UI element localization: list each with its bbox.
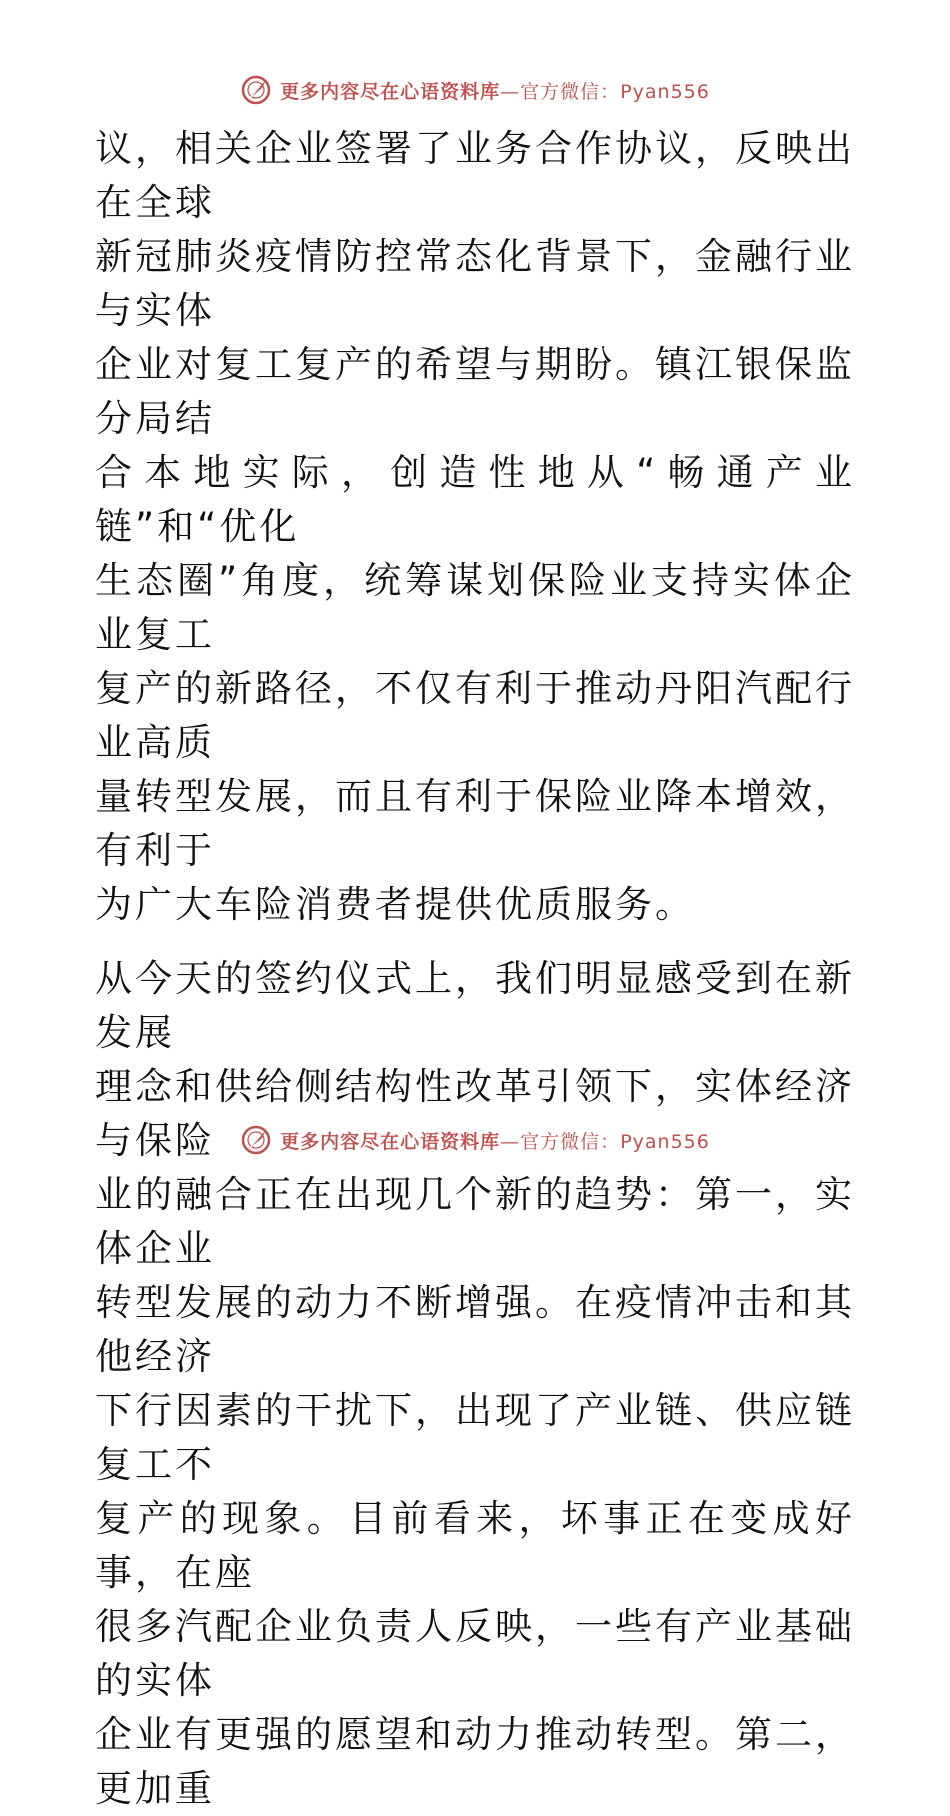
header-brand-text [280,77,710,104]
footer-brand [240,1124,710,1156]
page-footer [0,1120,950,1160]
document-body [95,122,855,1816]
paragraph-1: 议，相关企业签署了业务合作协议，反映出在全球 新冠肺炎疫情防控常态化背景下，金融行业与实体 企业对复工复产的希望与期盼。镇江银保监分局结 合本地实际，创造性地从“畅通产业链”和“优化 生态圈”角度，统筹谋划保险业支持实体企业复工 复产的新路径，不仅有利于推动丹阳汽配行业高质 量转型发展，而且有利于保险业降本增效，有利于 为广大车险消费者提供优质服务。 [95,127,855,926]
header-brand-main: 更多内容尽在心语资料库 [280,80,501,103]
page-header [0,70,950,110]
paragraph-2: 从今天的签约仪式上，我们明显感受到在新发展 理念和供给侧结构性改革引领下，实体经济与保险 业的融合正在出现几个新的趋势：第一，实体企业 转型发展的动力不断增强。在疫情冲击和其他经济 下行因素的干扰下，出现了产业链、供应链复工不 复产的现象。目前看来，坏事正在变成好事，在座 很多汽配企业负责人反映，一些有产业基础的实体 企业有更强的愿望和动力推动转型。第二，更加重 [95,957,855,1810]
quill-logo-icon [240,1124,272,1156]
header-separator: — [500,80,521,103]
footer-brand-text [280,1127,710,1154]
header-brand-id: Pyan556 [620,80,710,103]
header-brand [240,74,710,106]
footer-brand-id: Pyan556 [620,1130,710,1153]
footer-separator: — [500,1130,521,1153]
footer-brand-main: 更多内容尽在心语资料库 [280,1130,501,1153]
footer-brand-suffix: 官方微信： [520,1130,621,1153]
quill-logo-icon [240,74,272,106]
header-brand-suffix: 官方微信： [520,80,621,103]
